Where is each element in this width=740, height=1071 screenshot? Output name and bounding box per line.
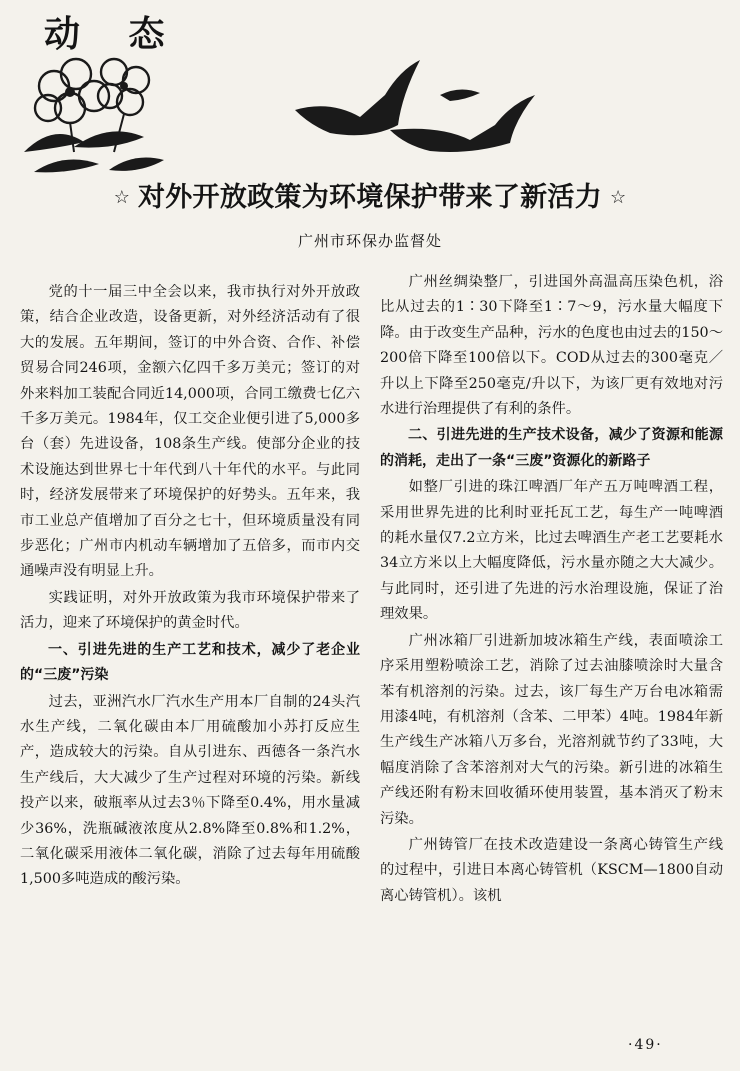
paragraph: 广州铸管厂在技术改造建设一条离心铸管生产线的过程中，引进日本离心铸管机（KSCM—1800自动离心铸管机）。该机 <box>380 836 723 904</box>
title-row <box>0 170 740 218</box>
author-line: 广州市环保办监督处 <box>297 232 442 250</box>
flower-illustration <box>14 52 179 177</box>
paragraph: 过去，亚洲汽水厂汽水生产用本厂自制的24头汽水生产线，二氧化碳由本厂用硫酸加小苏打反应生产，造成较大的污染。自从引进东、西德各一条汽水生产线后，大大减少了生产过程对环境的污染。新线投产以来，破瓶率从过去3％下降至0.4%，用水量减少36%，洗瓶碱液浓度从2.8%降至0.8%和1.2%，二氧化碳采用液体二氧化碳，消除了过去每年用硫酸1,500多吨造成的酸污染。 <box>20 693 360 888</box>
article-title: 对外开放政策为环境保护带来了新活力 <box>137 181 603 213</box>
section-label: 动 态 <box>44 14 183 55</box>
paragraph: 党的十一届三中全会以来，我市执行对外开放政策，结合企业改造，设备更新，对外经济活动有了很大的发展。五年期间，签订的中外合资、合作、补偿贸易合同246项，金额六亿四千多万美元；签订的对外来料加工装配合同近14,000项，合同工缴费七亿六千多万美元。1984年，仅工交企业便引进了5,000多台（套）先进设备，108条生产线。使部分企业的技术设施达到世界七十年代到八十年代的水平。与此同时，经济发展带来了环境保护的好势头。五年来，我市工业总产值增加了百分之七十，但环境质量没有同步恶化；广州市内机动车辆增加了五倍多，而市内交通噪声没有明显上升。 <box>20 284 360 580</box>
page-number: ·49· <box>628 1037 663 1053</box>
swallows-illustration <box>290 55 540 160</box>
star-icon: ☆ <box>113 186 130 208</box>
star-icon: ☆ <box>610 186 627 208</box>
left-column <box>20 280 360 893</box>
paragraph: 实践证明，对外开放政策为我市环境保护带来了活力，迎来了环境保护的黄金时代。 <box>20 589 360 632</box>
paragraph: 如整厂引进的珠江啤酒厂年产五万吨啤酒工程，采用世界先进的比利时亚托瓦工艺，每生产一吨啤酒的耗水量仅7.2立方米，比过去啤酒生产老工艺要耗水34立方米以上大幅度降低，污水量亦随之大大减少。与此同时，还引进了先进的污水治理设施，保证了治理效果。 <box>380 479 723 623</box>
paragraph: 广州丝绸染整厂，引进国外高温高压染色机，浴比从过去的1∶30下降至1∶7～9，污水量大幅度下降。由于改变生产品种，污水的色度也由过去的150～200倍下降至100倍以下。COD从过去的300毫克／升以上下降至250毫克/升以下，为该厂更有效地对污水进行治理提供了有利的条件。 <box>380 274 723 418</box>
section-heading: 一、引进先进的生产工艺和技术，减少了老企业的“三废”污染 <box>20 641 360 684</box>
paragraph: 广州冰箱厂引进新加坡冰箱生产线，表面喷涂工序采用塑粉喷涂工艺，消除了过去油膝喷涂时大量含苯有机溶剂的污染。过去，该厂每生产万台电冰箱需用漆4吨，有机溶剂（含苯、二甲苯）4吨。1984年新生产线生产冰箱八万多台，光溶剂就节约了33吨，大幅度消除了含苯溶剂对大气的污染。新引进的冰箱生产线还附有粉末回收循环使用装置，基本消灭了粉末污染。 <box>380 632 723 827</box>
right-column <box>380 270 723 909</box>
section-heading: 二、引进先进的生产技术设备，减少了资源和能源的消耗，走出了一条“三废”资源化的新路子 <box>380 427 723 469</box>
